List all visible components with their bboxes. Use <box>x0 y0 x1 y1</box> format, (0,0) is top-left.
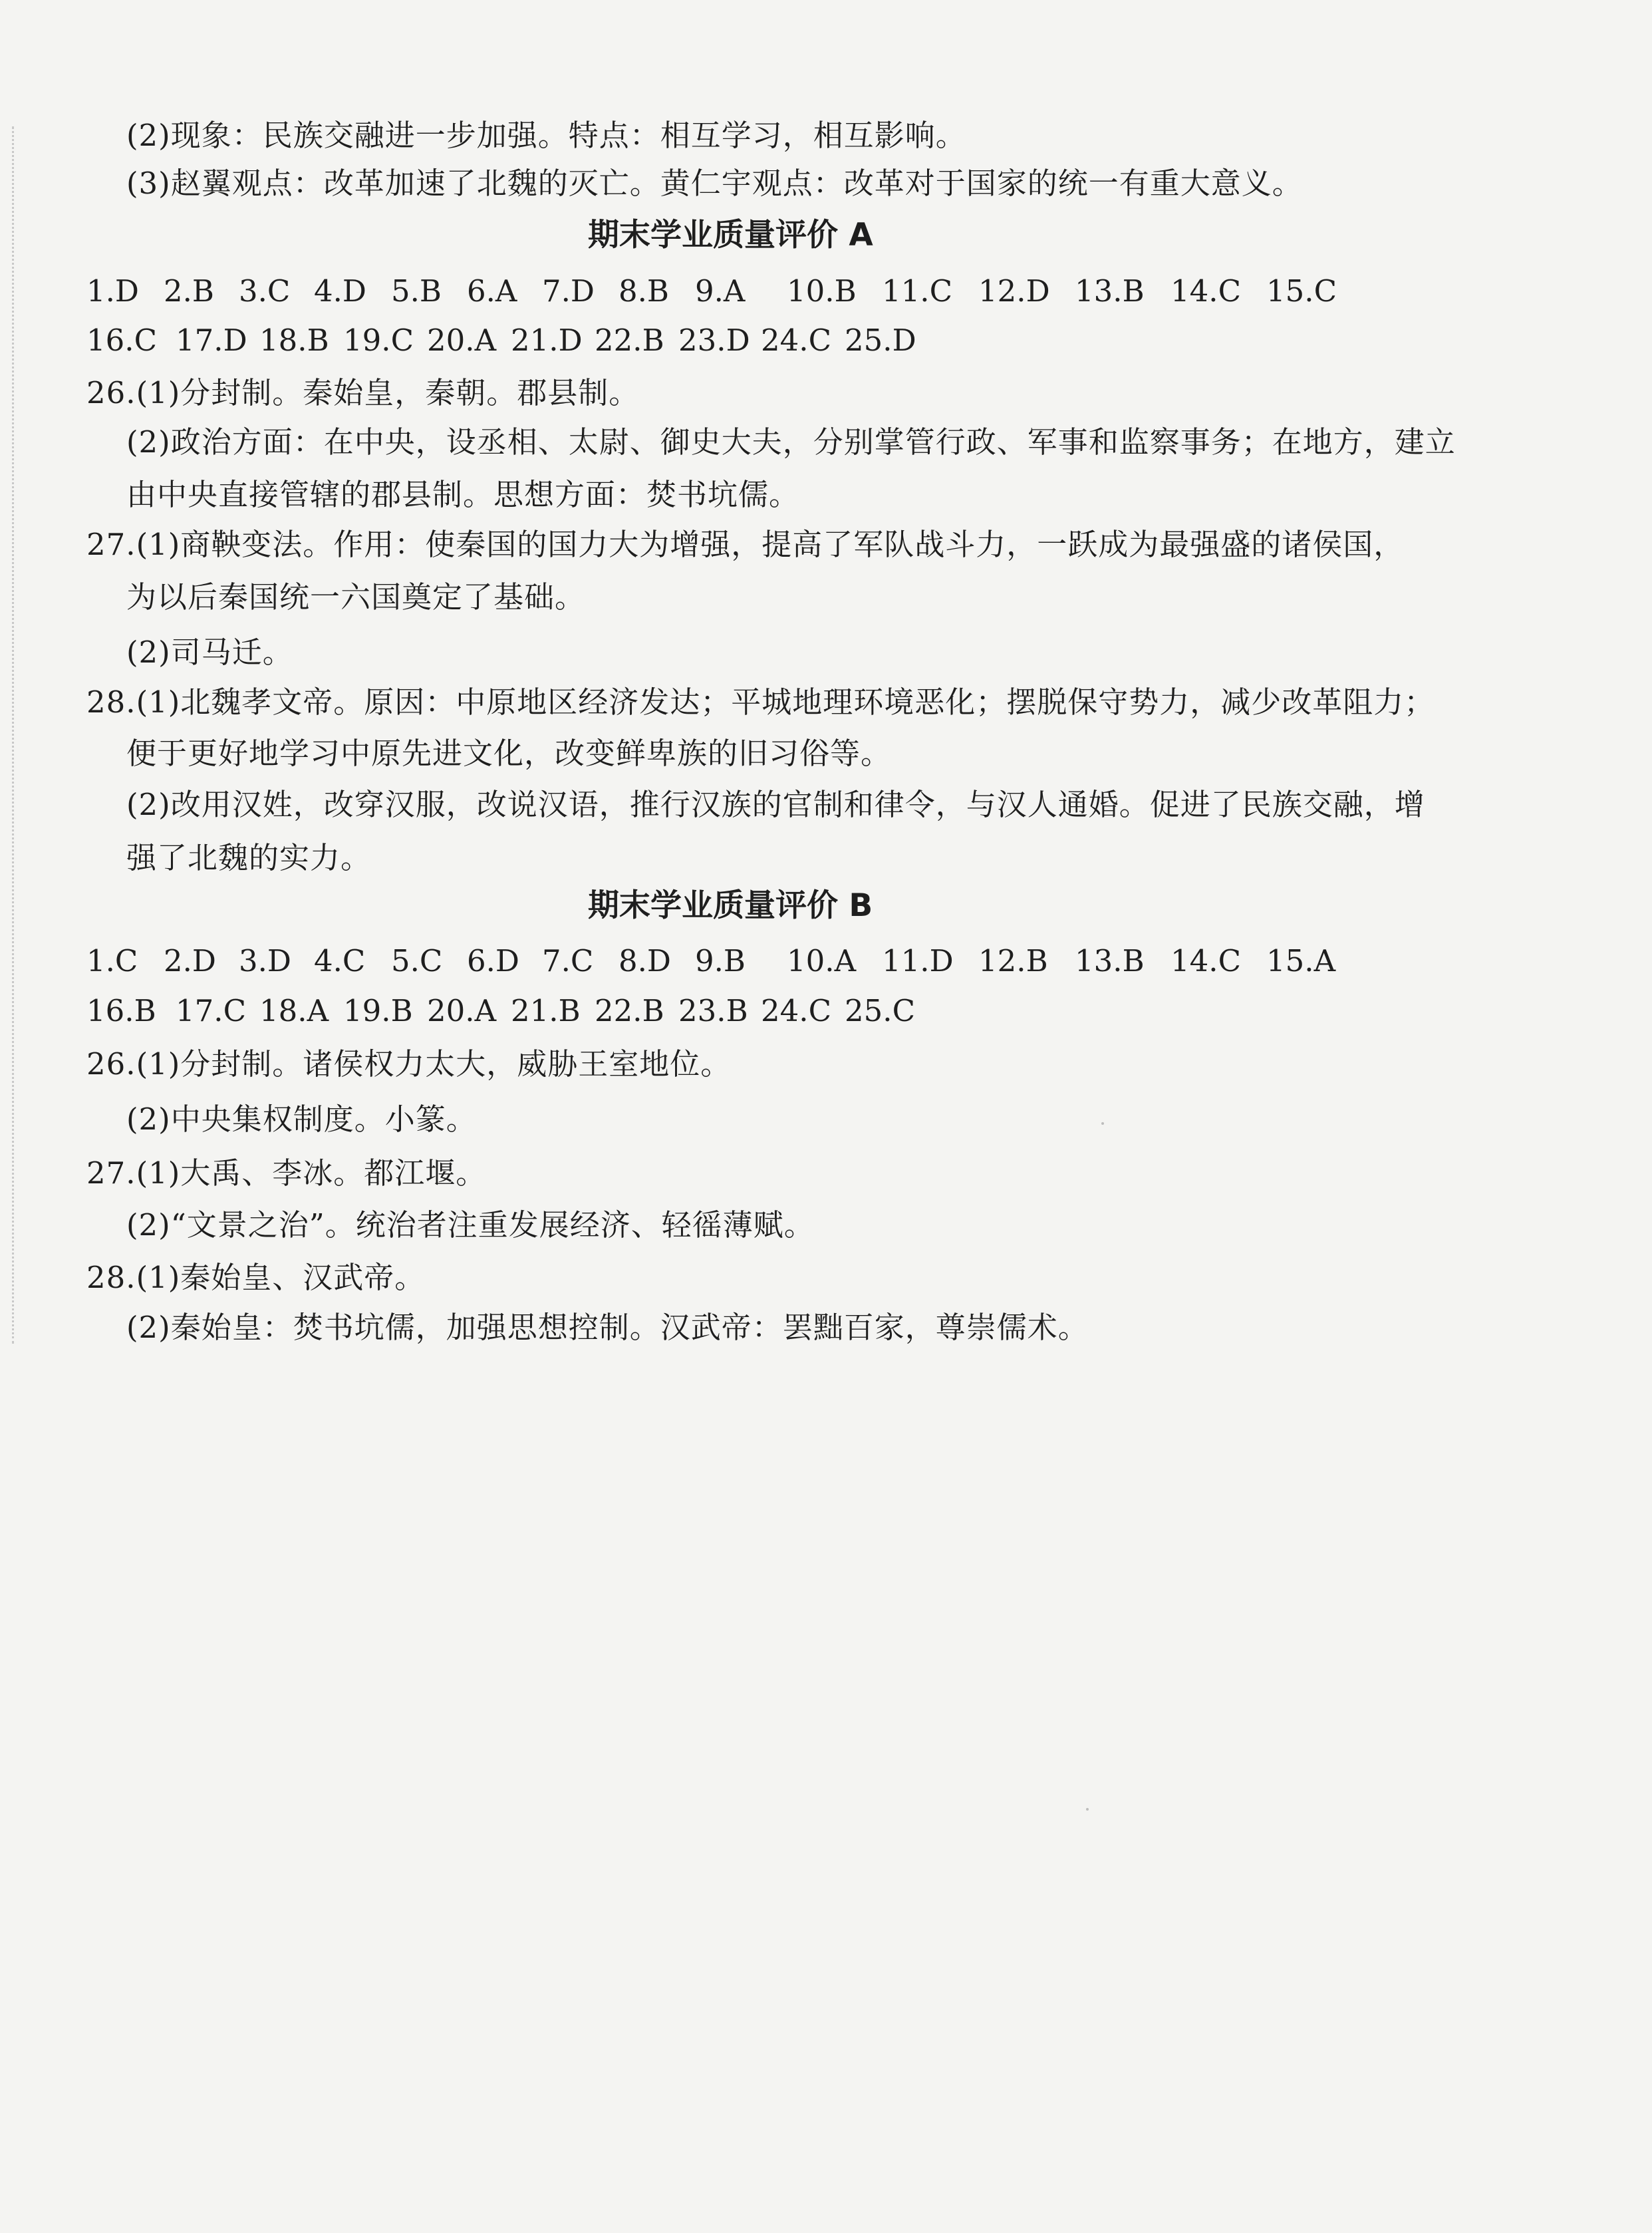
mcq-answer: 25.D <box>845 323 916 358</box>
mcq-answer: 9.B <box>695 943 746 978</box>
mcq-answer: 5.B <box>391 273 442 309</box>
mcq-answer: 13.B <box>1075 943 1145 978</box>
mcq-answer: 19.B <box>343 993 413 1028</box>
answer-line: (2)政治方面：在中央，设丞相、太尉、御史大夫，分别掌管行政、军事和监察事务；在地方，建立 <box>126 424 1456 460</box>
mcq-answer: 5.C <box>391 943 443 978</box>
answer-line: 为以后秦国统一六国奠定了基础。 <box>126 579 586 615</box>
answer-line: (2)现象：民族交融进一步加强。特点：相互学习，相互影响。 <box>126 118 966 153</box>
scan-speck <box>1086 1808 1089 1811</box>
answer-line: 26.(1)分封制。秦始皇，秦朝。郡县制。 <box>86 375 640 410</box>
mcq-answer: 20.A <box>427 323 497 358</box>
mcq-answer: 13.B <box>1075 273 1145 309</box>
mcq-answer: 16.B <box>86 993 156 1028</box>
mcq-answers-row <box>86 322 1417 359</box>
mcq-answer: 25.C <box>845 993 915 1028</box>
mcq-answer: 18.A <box>259 993 329 1028</box>
mcq-answer: 7.D <box>542 273 595 309</box>
answer-line: 27.(1)大禹、李冰。都江堰。 <box>86 1155 487 1191</box>
answer-line: 28.(1)秦始皇、汉武帝。 <box>86 1260 426 1295</box>
mcq-answer: 11.D <box>882 943 954 978</box>
mcq-answer: 7.C <box>542 943 594 978</box>
answer-line: (2)秦始皇：焚书坑儒，加强思想控制。汉武帝：罢黜百家，尊崇儒术。 <box>126 1310 1089 1345</box>
mcq-answer: 23.D <box>678 323 750 358</box>
mcq-answers-row <box>86 273 1417 310</box>
mcq-answer: 12.D <box>978 273 1050 309</box>
scan-speck <box>1101 1122 1104 1125</box>
mcq-answer: 21.B <box>511 993 581 1028</box>
mcq-answer: 16.C <box>86 323 157 358</box>
mcq-answer: 10.B <box>787 273 857 309</box>
mcq-answer: 1.C <box>86 943 138 978</box>
mcq-answer: 17.D <box>176 323 247 358</box>
mcq-answer: 4.D <box>314 273 367 309</box>
answer-line: (3)赵翼观点：改革加速了北魏的灭亡。黄仁宇观点：改革对于国家的统一有重大意义。 <box>126 166 1303 201</box>
binding-margin-line <box>12 126 14 1344</box>
mcq-answer: 14.C <box>1170 273 1241 309</box>
answer-line: (2)中央集权制度。小篆。 <box>126 1102 477 1137</box>
mcq-answer: 6.A <box>467 273 517 309</box>
mcq-answer: 17.C <box>176 993 246 1028</box>
mcq-answer: 24.C <box>761 993 831 1028</box>
mcq-answer: 15.A <box>1266 943 1336 978</box>
answer-line: (2)改用汉姓，改穿汉服，改说汉语，推行汉族的官制和律令，与汉人通婚。促进了民族交融，增 <box>126 787 1425 822</box>
mcq-answer: 2.D <box>164 943 217 978</box>
mcq-answer: 15.C <box>1266 273 1337 309</box>
mcq-answer: 19.C <box>343 323 414 358</box>
mcq-answer: 10.A <box>787 943 857 978</box>
mcq-answer: 18.B <box>259 323 329 358</box>
answer-line: 26.(1)分封制。诸侯权力太大，威胁王室地位。 <box>86 1046 732 1082</box>
mcq-answer: 22.B <box>595 993 664 1028</box>
mcq-answer: 21.D <box>511 323 583 358</box>
mcq-answers-row <box>86 992 1417 1030</box>
mcq-answer: 11.C <box>882 273 952 309</box>
section-title-b: 期末学业质量评价 B <box>588 887 873 924</box>
mcq-answer: 8.D <box>619 943 672 978</box>
mcq-answer: 9.A <box>695 273 746 309</box>
mcq-answer: 1.D <box>86 273 140 309</box>
mcq-answer: 24.C <box>761 323 831 358</box>
mcq-answer: 2.B <box>164 273 215 309</box>
section-title-a: 期末学业质量评价 A <box>588 217 873 253</box>
answer-line: (2)司马迁。 <box>126 635 293 670</box>
mcq-answer: 6.D <box>467 943 520 978</box>
answer-line: 便于更好地学习中原先进文化，改变鲜卑族的旧习俗等。 <box>126 736 892 771</box>
answer-line: 28.(1)北魏孝文帝。原因：中原地区经济发达；平城地理环境恶化；摆脱保守势力，减少改革阻力； <box>86 684 1435 720</box>
answer-line: 由中央直接管辖的郡县制。思想方面：焚书坑儒。 <box>126 477 800 512</box>
mcq-answer: 8.B <box>619 273 670 309</box>
mcq-answer: 22.B <box>595 323 664 358</box>
mcq-answer: 4.C <box>314 943 366 978</box>
mcq-answer: 20.A <box>427 993 497 1028</box>
mcq-answer: 3.C <box>239 273 291 309</box>
mcq-answer: 14.C <box>1170 943 1241 978</box>
answer-line: 27.(1)商鞅变法。作用：使秦国的国力大为增强，提高了军队战斗力，一跃成为最强盛的诸侯国， <box>86 527 1405 562</box>
mcq-answer: 3.D <box>239 943 292 978</box>
mcq-answer: 23.B <box>678 993 748 1028</box>
answer-line: (2)“文景之治”。统治者注重发展经济、轻徭薄赋。 <box>126 1207 815 1243</box>
mcq-answers-row <box>86 943 1417 980</box>
answer-line: 强了北魏的实力。 <box>126 840 372 875</box>
mcq-answer: 12.B <box>978 943 1048 978</box>
